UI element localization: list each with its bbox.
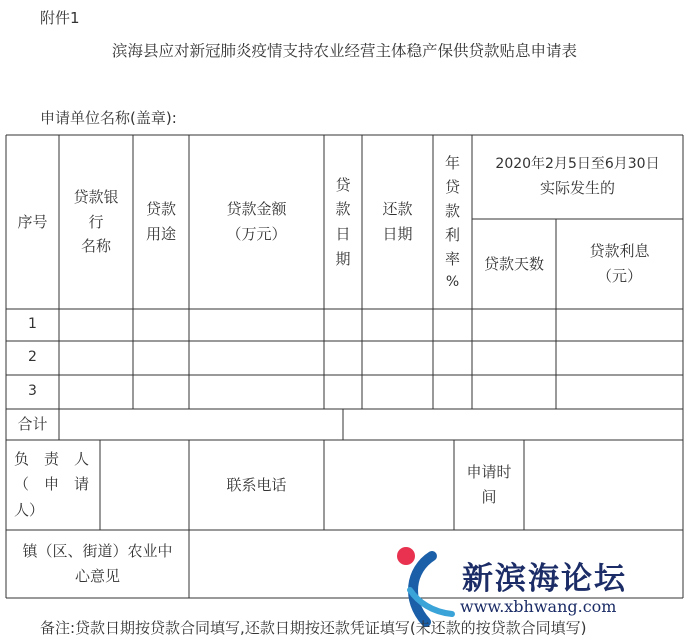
- header-rate: 年 贷 款 利 率 %: [444, 153, 460, 290]
- header-interest: 贷款利息 （元）: [589, 242, 650, 285]
- apply-time-label: 申请时 间: [466, 463, 512, 506]
- header-repay-date: 还款 日期: [382, 200, 413, 243]
- row-1-seq: 1: [28, 316, 37, 333]
- header-loan-date: 贷 款 日 期: [335, 175, 351, 268]
- row-3-seq: 3: [28, 383, 37, 400]
- contact-phone-label: 联系电话: [226, 475, 287, 494]
- responsible-person-label: 负 责 人 （ 申 请 人）: [14, 449, 90, 519]
- applicant-unit-label: 申请单位名称(盖章):: [40, 109, 177, 127]
- watermark-url: www.xbhwang.com: [460, 597, 617, 616]
- watermark-site-name: 新滨海论坛: [462, 561, 627, 597]
- header-period: 2020年2月5日至6月30日 实际发生的: [495, 156, 660, 198]
- row-2-seq: 2: [28, 349, 37, 366]
- header-bank: 贷款银 行 名称: [73, 187, 119, 256]
- town-opinion-label: 镇（区、街道）农业中 心意见: [22, 542, 173, 585]
- form-title: 滨海县应对新冠肺炎疫情支持农业经营主体稳产保供贷款贴息申请表: [111, 42, 577, 60]
- header-seq: 序号: [17, 212, 48, 231]
- attachment-label: 附件1: [40, 9, 80, 27]
- header-amount: 贷款金额 （万元）: [226, 200, 287, 243]
- footer-note: 备注:贷款日期按贷款合同填写,还款日期按还款凭证填写(未还款的按贷款合同填写): [40, 619, 587, 637]
- header-purpose: 贷款 用途: [145, 200, 176, 243]
- total-label: 合计: [17, 415, 48, 434]
- header-days: 贷款天数: [483, 254, 544, 273]
